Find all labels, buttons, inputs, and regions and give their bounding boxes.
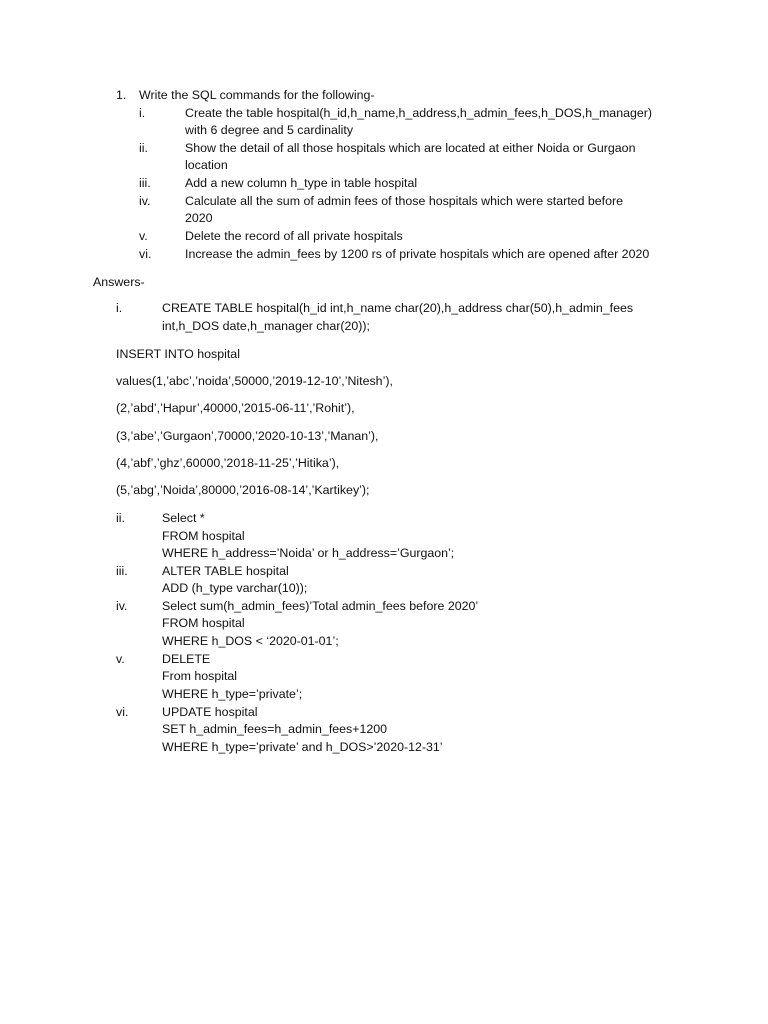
answers-heading: Answers- xyxy=(93,275,145,289)
question-item-num: ii. xyxy=(139,141,148,155)
answer-item-num: i. xyxy=(116,301,123,315)
insert-code-line: (4,’abf’,’ghz’,60000,’2018-11-25’,’Hitika’), xyxy=(116,456,340,470)
answer-item-num: iv. xyxy=(116,599,128,613)
insert-code-line: (3,’abe’,’Gurgaon’,70000,’2020-10-13’,’Manan’), xyxy=(116,429,379,443)
question-heading: Write the SQL commands for the following- xyxy=(139,88,375,102)
question-item-text: Create the table hospital(h_id,h_name,h_address,h_admin_fees,h_DOS,h_manager) xyxy=(185,106,653,120)
answer-item-num: ii. xyxy=(116,511,125,525)
question-item-text: with 6 degree and 5 cardinality xyxy=(185,123,354,137)
question-item-text: Increase the admin_fees by 1200 rs of private hospitals which are opened after 2020 xyxy=(185,247,650,261)
answer-code-line: WHERE h_type=’private’; xyxy=(162,687,303,701)
insert-code-line: values(1,’abc’,’noida’,50000,’2019-12-10’,’Nitesh’), xyxy=(116,374,393,388)
answer-code-line: SET h_admin_fees=h_admin_fees+1200 xyxy=(162,722,388,736)
question-number: 1. xyxy=(116,88,127,102)
question-item-text: location xyxy=(185,158,228,172)
answer-item-num: vi. xyxy=(116,705,129,719)
question-item-text: Delete the record of all private hospitals xyxy=(185,229,403,243)
answer-code-line: WHERE h_DOS < ‘2020-01-01’; xyxy=(162,634,339,648)
question-item-text: Add a new column h_type in table hospital xyxy=(185,176,418,190)
insert-code-line: (2,’abd’,’Hapur’,40000,’2015-06-11’,’Rohit’), xyxy=(116,401,355,415)
answer-code-line: From hospital xyxy=(162,669,238,683)
answer-code-line: Select * xyxy=(162,511,205,525)
question-item-text: Calculate all the sum of admin fees of those hospitals which were started before xyxy=(185,194,624,208)
answer-code-line: int,h_DOS date,h_manager char(20)); xyxy=(162,319,370,333)
answer-code-line: UPDATE hospital xyxy=(162,705,258,719)
answer-code-line: FROM hospital xyxy=(162,529,245,543)
insert-code-line: (5,’abg’,’Noida’,80000,’2016-08-14’,’Kartikey’); xyxy=(116,483,370,497)
answer-code-line: Select sum(h_admin_fees)’Total admin_fees before 2020’ xyxy=(162,599,479,613)
question-item-num: i. xyxy=(139,106,146,120)
question-item-num: v. xyxy=(139,229,148,243)
answer-code-line: WHERE h_address=’Noida’ or h_address=’Gurgaon’; xyxy=(162,546,455,560)
answer-code-line: WHERE h_type=’private’ and h_DOS>’2020-12-31’ xyxy=(162,740,443,754)
answer-item-num: iii. xyxy=(116,564,128,578)
answer-code-line: ADD (h_type varchar(10)); xyxy=(162,581,308,595)
question-item-num: vi. xyxy=(139,247,152,261)
question-item-text: 2020 xyxy=(185,211,213,225)
answer-item-num: v. xyxy=(116,652,125,666)
insert-code-line: INSERT INTO hospital xyxy=(116,347,240,361)
answer-code-line: ALTER TABLE hospital xyxy=(162,564,289,578)
answer-code-line: CREATE TABLE hospital(h_id int,h_name char(20),h_address char(50),h_admin_fees xyxy=(162,301,634,315)
question-item-num: iv. xyxy=(139,194,151,208)
answer-code-line: FROM hospital xyxy=(162,616,245,630)
question-item-num: iii. xyxy=(139,176,151,190)
question-item-text: Show the detail of all those hospitals which are located at either Noida or Gurgaon xyxy=(185,141,636,155)
answer-code-line: DELETE xyxy=(162,652,211,666)
